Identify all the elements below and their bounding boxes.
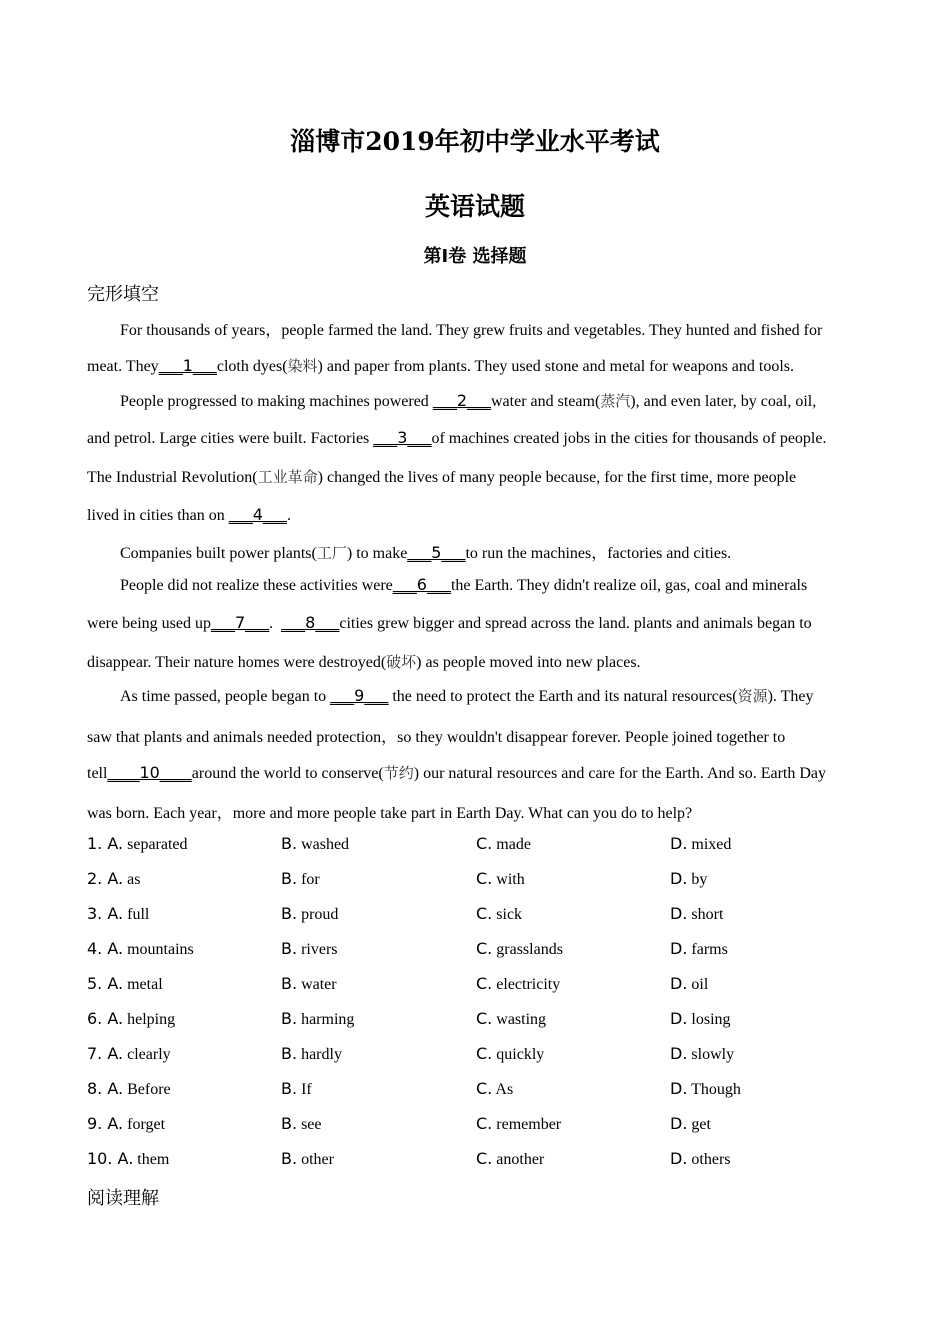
question-row [87, 1044, 887, 1066]
option-text: mixed [691, 836, 732, 853]
gloss-text: 资源 [737, 687, 768, 705]
question-row [87, 1149, 887, 1171]
option-b [281, 834, 349, 854]
question-row [87, 1079, 887, 1101]
option-d [670, 834, 731, 854]
option-text: them [137, 1151, 170, 1168]
passage-text: For thousands of years，people farmed the land. They grew fruits and vegetables. They hunted and fished for [120, 322, 823, 339]
option-text: others [691, 1151, 731, 1168]
passage-line [120, 575, 807, 595]
option-text: electricity [496, 976, 561, 993]
part-heading: 第Ⅰ卷 选择题 [423, 246, 527, 267]
option-text: for [301, 871, 320, 888]
blank-10: ____10____ [107, 763, 192, 782]
option-b [281, 869, 320, 889]
option-label: D. [670, 1114, 688, 1133]
blank-9: ___9___ [330, 686, 389, 705]
option-text: mountains [127, 941, 194, 958]
passage-text: ) changed the lives of many people because, for the first time, more people [317, 469, 797, 486]
question-row [87, 1009, 887, 1031]
option-label: D. [670, 834, 688, 853]
passage-text: saw that plants and animals needed protection，so they wouldn't disappear forever. People joined together to [87, 729, 786, 746]
option-b [281, 1079, 312, 1099]
option-text: washed [301, 836, 350, 853]
question-number: 8. A. [87, 1079, 124, 1098]
option-label: C. [476, 904, 493, 923]
passage-text: and petrol. Large cities were built. Factories [87, 430, 374, 447]
option-text: grasslands [496, 941, 563, 958]
option-text: oil [691, 976, 709, 993]
option-text: wasting [496, 1011, 547, 1028]
blank-6: ___6___ [392, 575, 451, 594]
question-row [87, 1114, 887, 1136]
option-text: losing [691, 1011, 731, 1028]
option-label: C. [476, 1044, 493, 1063]
option-text: separated [127, 836, 188, 853]
passage-line [87, 428, 826, 448]
option-a [87, 1149, 169, 1169]
gloss-text: 破坏 [386, 653, 417, 671]
option-label: D. [670, 1149, 688, 1168]
passage-text: Companies built power plants( [120, 545, 317, 562]
option-a [87, 904, 149, 924]
passage-text: disappear. Their nature homes were destroyed( [87, 654, 387, 671]
gloss-text: 节约 [383, 764, 414, 782]
option-label: B. [281, 974, 298, 993]
option-c [476, 1149, 544, 1169]
option-c [476, 1079, 513, 1099]
gloss-text: 工业革命 [257, 468, 318, 486]
passage-line [87, 613, 812, 633]
option-text: see [301, 1116, 322, 1133]
option-d [670, 1079, 741, 1099]
option-label: B. [281, 939, 298, 958]
option-label: C. [476, 974, 493, 993]
passage-line [87, 800, 692, 823]
question-row [87, 939, 887, 961]
option-c [476, 834, 531, 854]
passage-text: The Industrial Revolution( [87, 469, 258, 486]
passage-line [120, 390, 816, 411]
blank-2: ___2___ [432, 391, 491, 410]
question-number: 5. A. [87, 974, 124, 993]
option-b [281, 974, 337, 994]
passage-text: were being used up [87, 615, 211, 632]
option-text: clearly [127, 1046, 171, 1063]
blank-4: ___4___ [228, 505, 287, 524]
option-text: water [301, 976, 337, 993]
option-b [281, 1044, 342, 1064]
blank-7: ___7___ [210, 613, 270, 632]
passage-text: to run the machines，factories and cities. [465, 545, 732, 562]
passage-text: . [286, 507, 291, 524]
passage-text: . [269, 615, 282, 632]
option-b [281, 939, 338, 959]
passage-line [87, 355, 794, 376]
option-text: proud [301, 906, 339, 923]
option-text: slowly [691, 1046, 735, 1063]
option-label: C. [476, 834, 493, 853]
passage-text: around the world to conserve( [191, 765, 384, 782]
passage-text: ) as people moved into new places. [416, 654, 641, 671]
passage-text: ) and paper from plants. They used stone and metal for weapons and tools. [317, 358, 795, 375]
passage-text: People progressed to making machines powered [120, 393, 433, 410]
blank-1: ___1___ [158, 356, 217, 375]
option-text: forget [127, 1116, 166, 1133]
question-row [87, 904, 887, 926]
exam-subtitle: 英语试题 [424, 192, 525, 221]
passage-text: cities grew bigger and spread across the land. plants and animals began to [339, 615, 812, 632]
question-number: 1. A. [87, 834, 124, 853]
option-text: Before [127, 1081, 171, 1098]
exam-title: 淄博市2019年初中学业水平考试 [290, 127, 660, 156]
passage-line [87, 762, 826, 783]
option-text: As [495, 1081, 514, 1098]
passage-text: meat. They [87, 358, 159, 375]
option-text: If [301, 1081, 312, 1098]
gloss-text: 工厂 [316, 544, 347, 562]
section-heading-reading: 阅读理解 [87, 1188, 159, 1209]
option-label: B. [281, 869, 298, 888]
option-c [476, 1009, 546, 1029]
option-text: with [496, 871, 525, 888]
option-text: as [127, 871, 141, 888]
option-label: C. [476, 869, 493, 888]
blank-5: ___5___ [407, 543, 466, 562]
option-d [670, 904, 723, 924]
option-label: D. [670, 869, 688, 888]
option-d [670, 1114, 711, 1134]
option-label: C. [476, 1079, 493, 1098]
option-a [87, 1079, 171, 1099]
option-label: D. [670, 1009, 688, 1028]
passage-line [87, 466, 796, 487]
passage-text: the need to protect the Earth and its natural resources( [388, 688, 738, 705]
option-b [281, 904, 338, 924]
option-c [476, 869, 525, 889]
option-a [87, 1114, 165, 1134]
option-label: B. [281, 1149, 298, 1168]
question-number: 4. A. [87, 939, 124, 958]
option-label: C. [476, 939, 493, 958]
option-label: B. [281, 834, 298, 853]
passage-text: the Earth. They didn't realize oil, gas, coal and minerals [450, 577, 808, 594]
question-row [87, 834, 887, 856]
option-text: quickly [496, 1046, 545, 1063]
option-label: B. [281, 1114, 298, 1133]
option-text: helping [127, 1011, 176, 1028]
passage-text: lived in cities than on [87, 507, 229, 524]
passage-text: water and steam( [491, 393, 601, 410]
option-b [281, 1114, 322, 1134]
option-text: made [496, 836, 531, 853]
option-label: D. [670, 1044, 688, 1063]
option-c [476, 1044, 544, 1064]
passage-text: People did not realize these activities were [120, 577, 393, 594]
option-label: D. [670, 1079, 688, 1098]
option-b [281, 1009, 354, 1029]
option-text: full [127, 906, 150, 923]
option-d [670, 1044, 734, 1064]
question-number: 9. A. [87, 1114, 124, 1133]
passage-text: As time passed, people began to [120, 688, 331, 705]
option-a [87, 869, 140, 889]
passage-line [120, 317, 822, 340]
passage-line [120, 540, 731, 563]
option-text: remember [496, 1116, 562, 1133]
option-a [87, 834, 188, 854]
gloss-text: 染料 [287, 357, 318, 375]
question-row [87, 974, 887, 996]
option-d [670, 869, 707, 889]
option-text: hardly [301, 1046, 342, 1063]
option-text: farms [691, 941, 728, 958]
passage-text: ). They [767, 688, 814, 705]
blank-3: ___3___ [373, 428, 432, 447]
option-d [670, 939, 728, 959]
option-text: short [691, 906, 724, 923]
question-number: 7. A. [87, 1044, 124, 1063]
option-text: metal [127, 976, 163, 993]
option-text: get [691, 1116, 711, 1133]
option-a [87, 1044, 171, 1064]
option-a [87, 1009, 175, 1029]
passage-line [87, 505, 291, 525]
option-text: harming [301, 1011, 355, 1028]
option-d [670, 974, 708, 994]
passage-text: tell [87, 765, 108, 782]
question-number: 3. A. [87, 904, 124, 923]
option-label: D. [670, 904, 688, 923]
passage-text: of machines created jobs in the cities for thousands of people. [431, 430, 827, 447]
option-a [87, 939, 194, 959]
question-number: 2. A. [87, 869, 124, 888]
passage-text: cloth dyes( [216, 358, 288, 375]
option-d [670, 1149, 731, 1169]
option-label: D. [670, 974, 688, 993]
option-c [476, 904, 522, 924]
option-label: C. [476, 1114, 493, 1133]
option-d [670, 1009, 731, 1029]
passage-line [87, 724, 785, 747]
passage-text: was born. Each year，more and more people take part in Earth Day. What can you do to help? [87, 805, 693, 822]
question-row [87, 869, 887, 891]
option-text: by [691, 871, 708, 888]
option-label: B. [281, 1009, 298, 1028]
option-b [281, 1149, 334, 1169]
passage-text: ), and even later, by coal, oil, [630, 393, 817, 410]
question-number: 10. A. [87, 1149, 134, 1168]
option-text: sick [496, 906, 523, 923]
passage-text: ) our natural resources and care for the Earth. And so. Earth Day [413, 765, 827, 782]
option-c [476, 939, 563, 959]
gloss-text: 蒸汽 [600, 392, 631, 410]
option-text: other [301, 1151, 334, 1168]
passage-line [87, 651, 641, 672]
option-label: B. [281, 904, 298, 923]
section-heading-cloze: 完形填空 [87, 284, 159, 305]
option-text: rivers [301, 941, 338, 958]
option-label: B. [281, 1079, 298, 1098]
option-c [476, 974, 560, 994]
blank-8: ___8___ [281, 613, 340, 632]
option-label: B. [281, 1044, 298, 1063]
passage-text: ) to make [346, 545, 408, 562]
option-label: C. [476, 1009, 493, 1028]
option-text: another [496, 1151, 545, 1168]
option-label: C. [476, 1149, 493, 1168]
question-number: 6. A. [87, 1009, 124, 1028]
option-a [87, 974, 163, 994]
option-text: Though [691, 1081, 741, 1098]
passage-line [120, 685, 814, 706]
option-c [476, 1114, 561, 1134]
option-label: D. [670, 939, 688, 958]
